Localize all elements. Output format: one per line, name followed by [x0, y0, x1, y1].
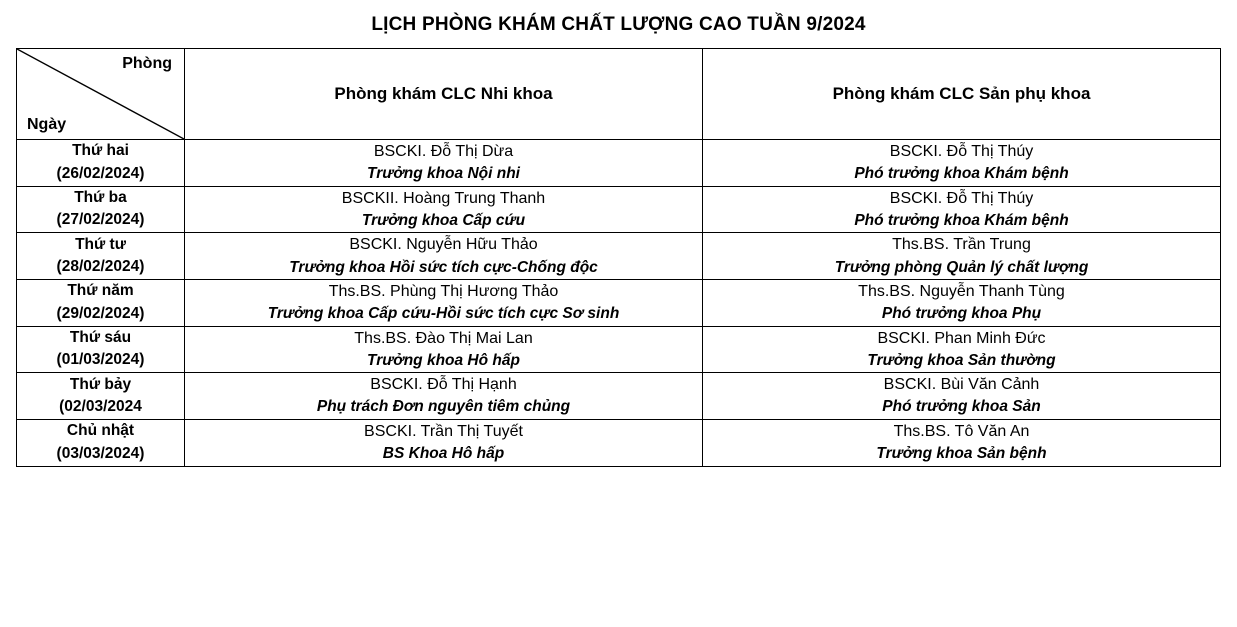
doctor-name: Ths.BS. Phùng Thị Hương Thảo — [328, 282, 559, 300]
entry-cell — [185, 419, 703, 466]
entry-cell — [703, 279, 1221, 326]
entry-cell — [703, 419, 1221, 466]
entry-cell — [185, 233, 703, 280]
page-title: LỊCH PHÒNG KHÁM CHẤT LƯỢNG CAO TUẦN 9/2024 — [371, 14, 866, 35]
table-row — [17, 419, 1221, 466]
table-row — [17, 326, 1221, 373]
day-date: (26/02/2024) — [56, 164, 145, 182]
doctor-role: Phó trưởng khoa Sản — [882, 398, 1041, 416]
day-date: (27/02/2024) — [56, 211, 145, 229]
doctor-role: Phó trưởng khoa Khám bệnh — [854, 211, 1069, 229]
day-cell — [17, 279, 185, 326]
corner-room-label: Phòng — [122, 55, 172, 72]
doctor-role: Trưởng khoa Cấp cứu — [361, 211, 526, 229]
day-name: Thứ hai — [72, 142, 129, 160]
doctor-role: Trưởng khoa Hồi sức tích cực-Chống độc — [289, 258, 598, 276]
schedule-table — [16, 48, 1221, 467]
table-header-row — [17, 49, 1221, 140]
day-name: Thứ bảy — [69, 375, 132, 393]
day-name: Chủ nhật — [66, 422, 135, 440]
table-row — [17, 233, 1221, 280]
day-date: (29/02/2024) — [56, 304, 145, 322]
doctor-name: BSCKI. Đỗ Thị Hạnh — [370, 376, 517, 394]
doctor-role: Phó trưởng khoa Phụ — [881, 305, 1042, 323]
doctor-role: Trưởng khoa Sản bệnh — [876, 445, 1047, 463]
entry-cell — [703, 140, 1221, 187]
column-header-pediatrics: Phòng khám CLC Nhi khoa — [185, 49, 703, 140]
table-row — [17, 140, 1221, 187]
doctor-name: Ths.BS. Nguyễn Thanh Tùng — [858, 282, 1065, 300]
entry-cell — [703, 326, 1221, 373]
entry-cell — [185, 186, 703, 233]
entry-cell — [703, 233, 1221, 280]
entry-cell — [185, 140, 703, 187]
doctor-name: BSCKI. Đỗ Thị Thúy — [889, 189, 1034, 207]
doctor-name: BSCKI. Bùi Văn Cảnh — [883, 376, 1040, 394]
day-cell — [17, 186, 185, 233]
day-cell — [17, 233, 185, 280]
day-name: Thứ tư — [75, 235, 126, 253]
doctor-name: BSCKI. Trần Thị Tuyết — [364, 422, 523, 440]
day-cell — [17, 419, 185, 466]
day-date: (02/03/2024 — [59, 398, 142, 416]
day-cell — [17, 140, 185, 187]
day-cell — [17, 373, 185, 420]
day-date: (03/03/2024) — [56, 444, 145, 462]
entry-cell — [185, 326, 703, 373]
table-row — [17, 279, 1221, 326]
entry-cell — [185, 373, 703, 420]
day-name: Thứ năm — [67, 282, 134, 300]
doctor-name: BSCKI. Phan Minh Đức — [877, 329, 1046, 347]
day-cell — [17, 326, 185, 373]
doctor-name: BSCKII. Hoàng Trung Thanh — [341, 189, 546, 207]
doctor-role: BS Khoa Hô hấp — [382, 445, 505, 463]
table-row — [17, 373, 1221, 420]
doctor-role: Trưởng khoa Sản thường — [867, 351, 1056, 369]
doctor-name: Ths.BS. Trần Trung — [892, 236, 1031, 254]
doctor-role: Phó trưởng khoa Khám bệnh — [854, 165, 1069, 183]
doctor-role: Trưởng khoa Hô hấp — [367, 351, 520, 369]
doctor-name: Ths.BS. Đào Thị Mai Lan — [354, 329, 533, 347]
entry-cell — [703, 186, 1221, 233]
column-header-obstetrics: Phòng khám CLC Sản phụ khoa — [703, 49, 1221, 140]
doctor-name: BSCKI. Đỗ Thị Dừa — [373, 143, 514, 160]
day-name: Thứ sáu — [69, 328, 132, 346]
doctor-name: BSCKI. Nguyễn Hữu Thảo — [349, 236, 538, 254]
day-date: (28/02/2024) — [56, 258, 145, 276]
doctor-role: Trưởng khoa Nội nhi — [367, 165, 520, 183]
day-name: Thứ ba — [74, 189, 127, 207]
doctor-name: BSCKI. Đỗ Thị Thúy — [889, 143, 1034, 160]
corner-header-cell — [17, 49, 185, 140]
entry-cell — [703, 373, 1221, 420]
table-row — [17, 186, 1221, 233]
entry-cell — [185, 279, 703, 326]
day-date: (01/03/2024) — [56, 351, 145, 369]
doctor-role: Trưởng khoa Cấp cứu-Hồi sức tích cực Sơ sinh — [267, 305, 620, 323]
corner-day-label: Ngày — [27, 116, 67, 133]
doctor-role: Trưởng phòng Quản lý chất lượng — [834, 258, 1089, 276]
doctor-role: Phụ trách Đơn nguyên tiêm chủng — [316, 398, 571, 416]
doctor-name: Ths.BS. Tô Văn An — [893, 422, 1030, 440]
